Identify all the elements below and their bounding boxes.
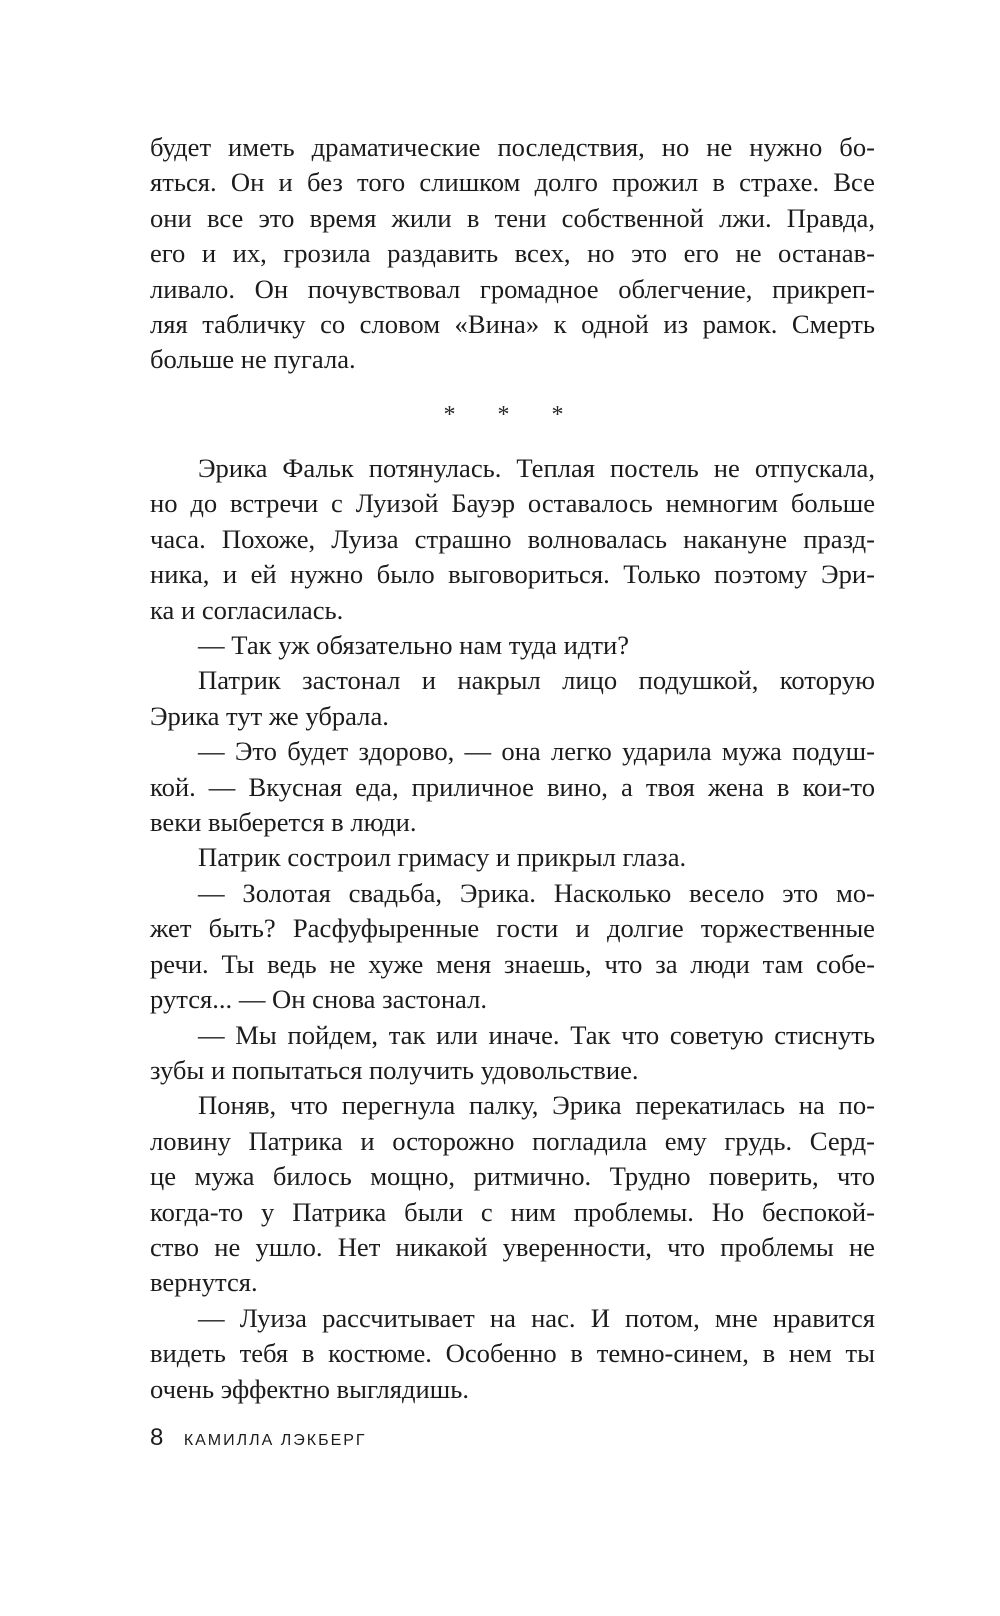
text-line: ловину Патрика и осторожно погладила ему грудь. Серд-	[150, 1125, 875, 1156]
text-line: Поняв, что перегнула палку, Эрика перекатилась на по-	[198, 1090, 875, 1121]
text-line: когда-то у Патрика были с ним проблемы. Но беспокой-	[150, 1196, 875, 1227]
text-line: — Золотая свадьба, Эрика. Насколько весело это мо-	[198, 877, 875, 908]
dialogue-paragraph	[150, 628, 875, 663]
text-line: Эрика тут же убрала.	[150, 700, 389, 731]
text-line: его и их, грозила раздавить всех, но это его не останав-	[150, 238, 875, 269]
text-line: кой. — Вкусная еда, приличное вино, а твоя жена в кои-то	[150, 771, 875, 802]
text-line: ливало. Он почувствовал громадное облегчение, прикреп-	[150, 273, 875, 304]
text-line: це мужа билось мощно, ритмично. Трудно поверить, что	[150, 1161, 875, 1192]
text-line: Патрик застонал и накрыл лицо подушкой, которую	[198, 665, 875, 696]
paragraph	[150, 663, 875, 734]
text-line: зубы и попытаться получить удовольствие.	[150, 1054, 639, 1085]
section-separator: * * *	[443, 402, 582, 428]
page-number: 8	[150, 1424, 164, 1451]
text-line: ка и согласилась.	[150, 594, 344, 625]
paragraph	[150, 1088, 875, 1300]
text-line: они все это время жили в тени собственной лжи. Правда,	[150, 202, 875, 233]
text-line: ляя табличку со словом «Вина» к одной из рамок. Смерть	[150, 309, 875, 340]
text-line: часа. Похоже, Луиза страшно волновалась накануне празд-	[150, 523, 875, 554]
text-line: — Это будет здорово, — она легко ударила мужа подуш-	[198, 736, 875, 767]
text-line: — Мы пойдем, так или иначе. Так что советую стиснуть	[198, 1019, 875, 1050]
text-line: ника, и ей нужно было выговориться. Только поэтому Эри-	[150, 559, 875, 590]
page-footer	[150, 1424, 367, 1452]
text-line: Эрика Фальк потянулась. Теплая постель не отпускала,	[198, 453, 875, 483]
text-line: ство не ушло. Нет никакой уверенности, что проблемы не	[150, 1231, 875, 1262]
paragraph	[150, 840, 875, 875]
text-line: но до встречи с Луизой Бауэр оставалось немногим больше	[150, 488, 875, 519]
paragraph	[150, 130, 875, 378]
dialogue-paragraph	[150, 734, 875, 840]
text-line: веки выберется в люди.	[150, 807, 417, 838]
text-line: Патрик состроил гримасу и прикрыл глаза.	[198, 842, 687, 873]
text-line: больше не пугала.	[150, 344, 356, 375]
body-text-continuation	[150, 130, 875, 378]
dialogue-paragraph	[150, 1018, 875, 1089]
text-line: — Так уж обязательно нам туда идти?	[198, 630, 629, 661]
text-line: видеть тебя в костюме. Особенно в темно-синем, в нем ты	[150, 1338, 875, 1369]
text-line: рутся... — Он снова застонал.	[150, 984, 488, 1015]
text-line: яться. Он и без того слишком долго прожил в страхе. Все	[150, 167, 875, 198]
dialogue-paragraph	[150, 1301, 875, 1407]
text-line: будет иметь драматические последствия, но не нужно бо-	[150, 132, 875, 162]
paragraph	[150, 451, 875, 628]
body-text-new-section	[150, 451, 875, 1407]
dialogue-paragraph	[150, 876, 875, 1018]
text-line: вернутся.	[150, 1267, 258, 1298]
text-line: — Луиза рассчитывает на нас. И потом, мне нравится	[198, 1302, 875, 1333]
running-head-author: КАМИЛЛА ЛЭКБЕРГ	[183, 1432, 367, 1449]
text-line: речи. Ты ведь не хуже меня знаешь, что за люди там собе-	[150, 948, 875, 979]
text-line: очень эффектно выглядишь.	[150, 1373, 470, 1404]
text-line: жет быть? Расфуфыренные гости и долгие торжественные	[150, 913, 875, 944]
